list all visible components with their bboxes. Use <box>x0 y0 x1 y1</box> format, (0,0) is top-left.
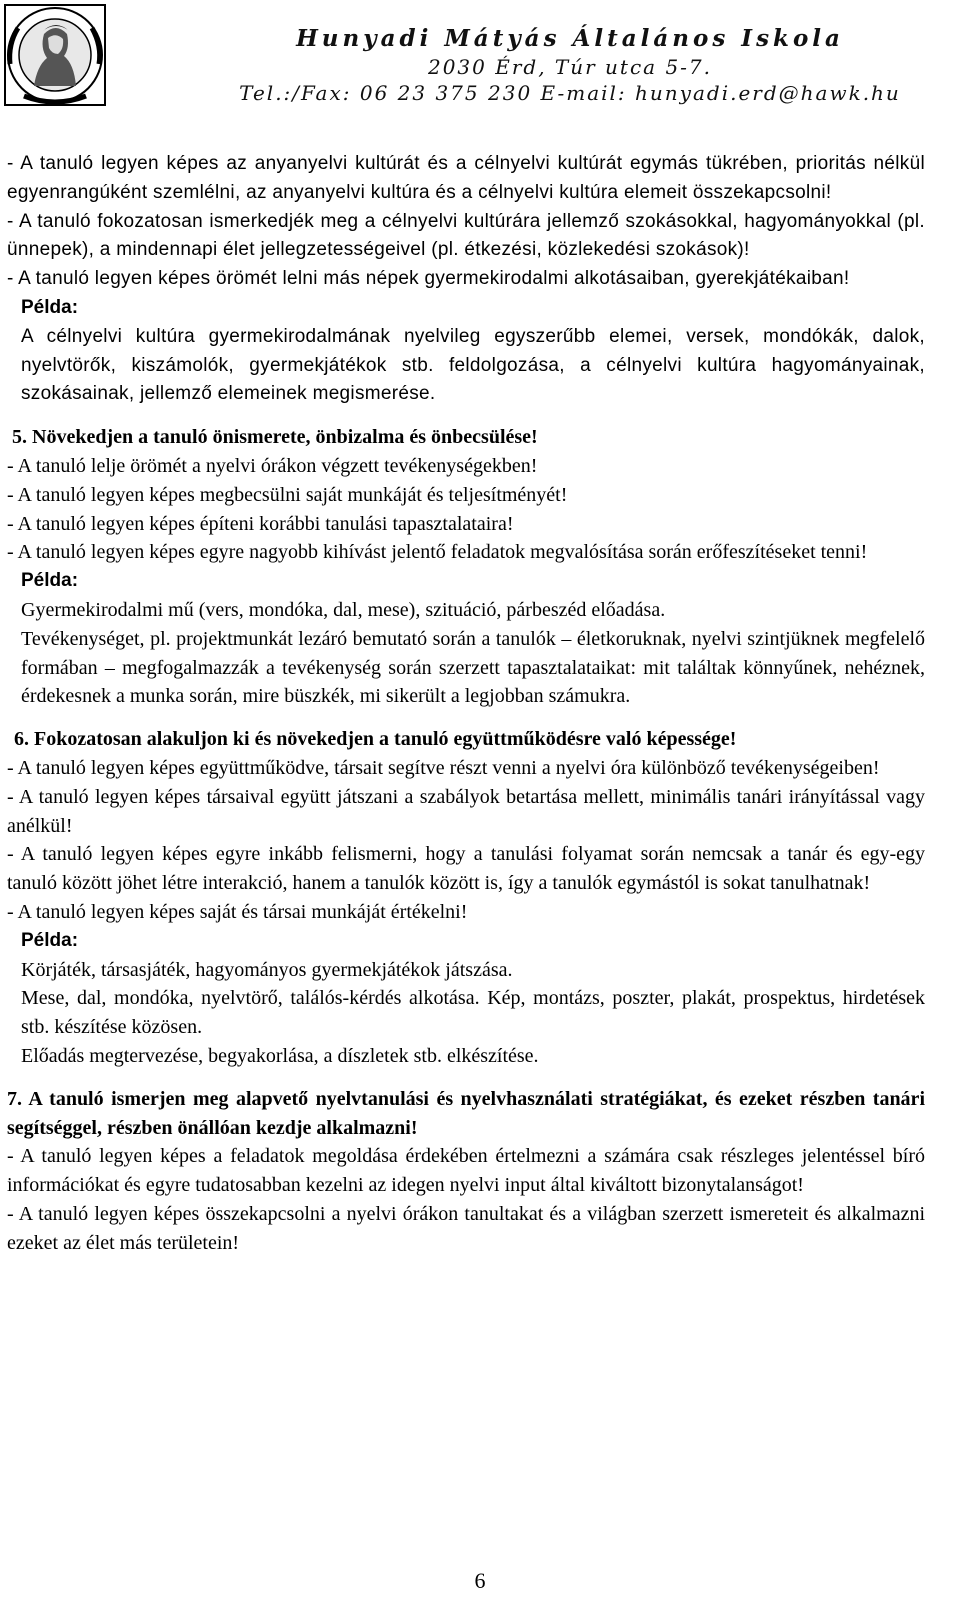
document-body <box>7 150 925 1257</box>
page-number: 6 <box>474 1568 486 1593</box>
example-text: A célnyelvi kultúra gyermekirodalmának nyelvileg egyszerűbb elemei, versek, mondókák, dalok, nyelvtörők, kiszámolók, gyermekjátékok stb. feldolgozása, a célnyelvi kultúra hagyományainak, szokásainak, jellemző elemeinek megismerése. <box>21 325 925 405</box>
paragraph: - A tanuló legyen képes örömét lelni más népek gyermekirodalmi alkotásaiban, gyerekjátékaiban! <box>7 268 850 290</box>
school-contact: Tel.:/Fax: 06 23 375 230 E-mail: hunyadi.erd@hawk.hu <box>239 81 901 105</box>
king-matthias-seal-image <box>4 4 106 106</box>
example-label: Példa: <box>21 296 79 318</box>
list-item: - A tanuló legyen képes építeni korábbi tanulási tapasztalataira! <box>7 512 514 535</box>
school-name: Hunyadi Mátyás Általános Iskola <box>296 25 844 52</box>
example-label: Példa: <box>21 929 79 951</box>
example-text: Előadás megtervezése, begyakorlása, a díszletek stb. elkészítése. <box>21 1044 539 1067</box>
section-heading-7: 7. A tanuló ismerjen meg alapvető nyelvtanulási és nyelvhasználati stratégiákat, és ezeket részben tanári segítséggel, részben önállóan kezdje alkalmazni! <box>7 1087 925 1139</box>
list-item: - A tanuló legyen képes a feladatok megoldása érdekében értelmezni a számára csak részleges jelentéssel bíró információkat és egyre tudatosabban kezelni az idegen nyelvi input által kiváltott bizonytalanságot! <box>7 1145 925 1197</box>
list-item: - A tanuló legyen képes egyre inkább felismerni, hogy a tanulási folyamat során nemcsak a tanár és egy-egy tanuló között jöhet létre interakció, hanem a tanulók között is, így a tanulók egymástól is sokat tanulhatnak! <box>7 843 925 895</box>
example-text: Körjáték, társasjáték, hagyományos gyermekjátékok játszása. <box>21 958 513 981</box>
example-label: Példa: <box>21 570 79 592</box>
section-heading-6: 6. Fokozatosan alakuljon ki és növekedjen a tanuló együttműködésre való képessége! <box>14 728 737 751</box>
list-item: - A tanuló legyen képes saját és társai munkáját értékelni! <box>7 900 468 923</box>
paragraph: - A tanuló fokozatosan ismerkedjék meg a célnyelvi kultúrára jellemző szokásokkal, hagyományokkal (pl. ünnepek), a mindennapi élet jellegzetességeivel (pl. étkezési, közlekedési szokások)! <box>7 210 925 261</box>
list-item: - A tanuló legyen képes együttműködve, társait segítve részt venni a nyelvi óra különböző tevékenységeiben! <box>7 756 880 779</box>
school-letterhead <box>190 24 950 106</box>
list-item: - A tanuló legyen képes összekapcsolni a nyelvi órákon tanultakat és a világban szerzett ismereteit és alkalmazni ezeket az élet más területein! <box>7 1202 925 1254</box>
section-heading-5: 5. Növekedjen a tanuló önismerete, önbizalma és önbecsülése! <box>12 426 538 449</box>
list-item: - A tanuló legyen képes egyre nagyobb kihívást jelentő feladatok megvalósítása során erőfeszítéseket tenni! <box>7 541 868 564</box>
school-address: 2030 Érd, Túr utca 5-7. <box>427 55 713 79</box>
example-text: Gyermekirodalmi mű (vers, mondóka, dal, mese), szituáció, párbeszéd előadása. <box>21 598 666 621</box>
example-text: Tevékenységet, pl. projektmunkát lezáró bemutató során a tanulók – életkoruknak, nyelvi szintjüknek megfelelő formában – megfogalmazzák a tevékenység során szerzett tapasztalataikat: mit találtak könnyűnek, nehéznek, érdekesnek a munka során, mire büszkék, mi sikerült a legjobban számukra. <box>21 627 925 708</box>
paragraph: - A tanuló legyen képes az anyanyelvi kultúrát és a célnyelvi kultúrát egymás tükrében, prioritás nélkül egyenrangúként szemlélni, az anyanyelvi kultúra és a célnyelvi kultúra elemeit összekapcsolni! <box>7 153 925 203</box>
list-item: - A tanuló legyen képes megbecsülni saját munkáját és teljesítményét! <box>7 483 568 506</box>
example-text: Mese, dal, mondóka, nyelvtörő, találós-kérdés alkotása. Kép, montázs, poszter, plakát, prospektus, hirdetések stb. készítése közösen. <box>21 987 925 1039</box>
page-header <box>0 0 960 120</box>
list-item: - A tanuló legyen képes társaival együtt játszani a szabályok betartása mellett, minimális tanári irányítással vagy anélkül! <box>7 785 925 837</box>
list-item: - A tanuló lelje örömét a nyelvi órákon végzett tevékenységekben! <box>7 454 538 477</box>
